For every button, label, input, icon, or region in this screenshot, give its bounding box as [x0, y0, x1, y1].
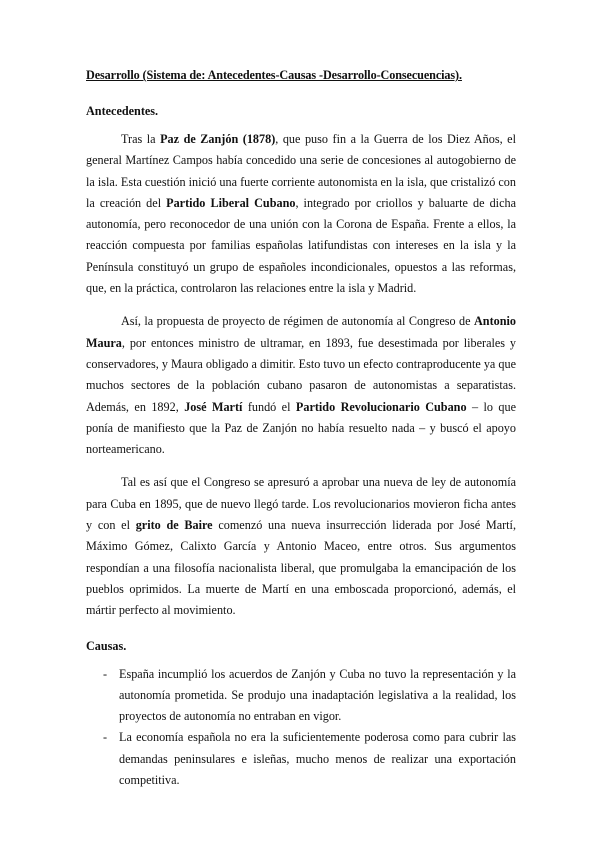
list-item-text: La economía española no era la suficientemente poderosa como para cubrir las demandas peninsulares e isleñas, mucho menos de realizar una exportación competitiva.: [119, 730, 516, 788]
text-run: Tal es así que el Congreso se apresuró a aprobar una nueva de ley de autonomía para Cuba en 1895, que de nuevo llegó tarde. Los revolucionarios movieron ficha antes y con el: [86, 475, 516, 533]
text-run: Así, la propuesta de proyecto de régimen de autonomía al Congreso de: [121, 314, 474, 329]
list-item: [86, 664, 516, 728]
heading-antecedentes: Antecedentes.: [86, 104, 159, 118]
text-run: – lo que ponía de manifiesto que la Paz de Zanjón no había resuelto nada – y buscó el apoyo norteamericano.: [86, 399, 516, 457]
bold-term: Partido Revolucionario Cubano: [295, 399, 467, 414]
text-run: fundó el: [242, 399, 296, 414]
text-run: comenzó una nueva insurrección liderada por José Martí, Máximo Gómez, Calixto García y Antonio Maceo, entre otros. Sus argumentos respondían a una filosofía nacionalista liberal, que promulgaba la emancipación de los pueblos oprimidos. La muerte de Martí en una emboscada proporcionó, además, el mártir perfecto al movimiento.: [86, 518, 516, 618]
heading-causas: Causas.: [86, 638, 127, 653]
text-run: , por entonces ministro de ultramar, en 1893, fue desestimada por liberales y conservadores, y Maura obligado a dimitir. Esto tuvo un efecto contraproducente ya que muchos sectores de la población cubano pasaron de autonomistas a separatistas. Además, en 1892,: [86, 335, 516, 414]
list-item: [86, 727, 516, 791]
bullet-dash: -: [103, 666, 108, 681]
document-body: [86, 63, 516, 791]
text-run: , que puso fin a la Guerra de los Diez Años, el general Martínez Campos había concedido una serie de concesiones al autogobierno de la isla. Esta cuestión inició una fuerte corriente autonomista en la isla, que cristalizó con la creación del: [86, 132, 516, 210]
causas-list: [86, 664, 516, 792]
bold-term: grito de Baire: [135, 518, 213, 533]
paragraph-paz-de-zanjon: [86, 129, 516, 299]
bullet-dash: -: [103, 730, 108, 745]
text-run: Tras la: [121, 132, 161, 146]
paragraph-antonio-maura: [86, 311, 516, 460]
document-title: Desarrollo (Sistema de: Antecedentes-Causas -Desarrollo-Consecuencias).: [86, 68, 462, 82]
paragraph-grito-de-baire: [86, 472, 516, 621]
text-run: , integrado por criollos y baluarte de dicha autonomía, pero reconocedor de una unión con la Corona de España. Frente a ellos, la reacción compuesta por familias españolas latifundistas con intereses en la isla y la Península constituyó un grupo de españoles incondicionales, opuestos a las reformas, que, en la práctica, controlaron las relaciones entre la isla y Madrid.: [86, 195, 516, 296]
bold-term: Partido Liberal Cubano: [166, 195, 296, 210]
bold-term: Paz de Zanjón (1878): [160, 132, 276, 146]
bold-term: Antonio Maura: [86, 314, 516, 350]
bold-term: José Martí: [184, 399, 243, 414]
list-item-text: España incumplió los acuerdos de Zanjón y Cuba no tuvo la representación y la autonomía prometida. Se produjo una inadaptación legislativa a la realidad, los proyectos de autonomía no entraban en vigor.: [119, 666, 516, 724]
